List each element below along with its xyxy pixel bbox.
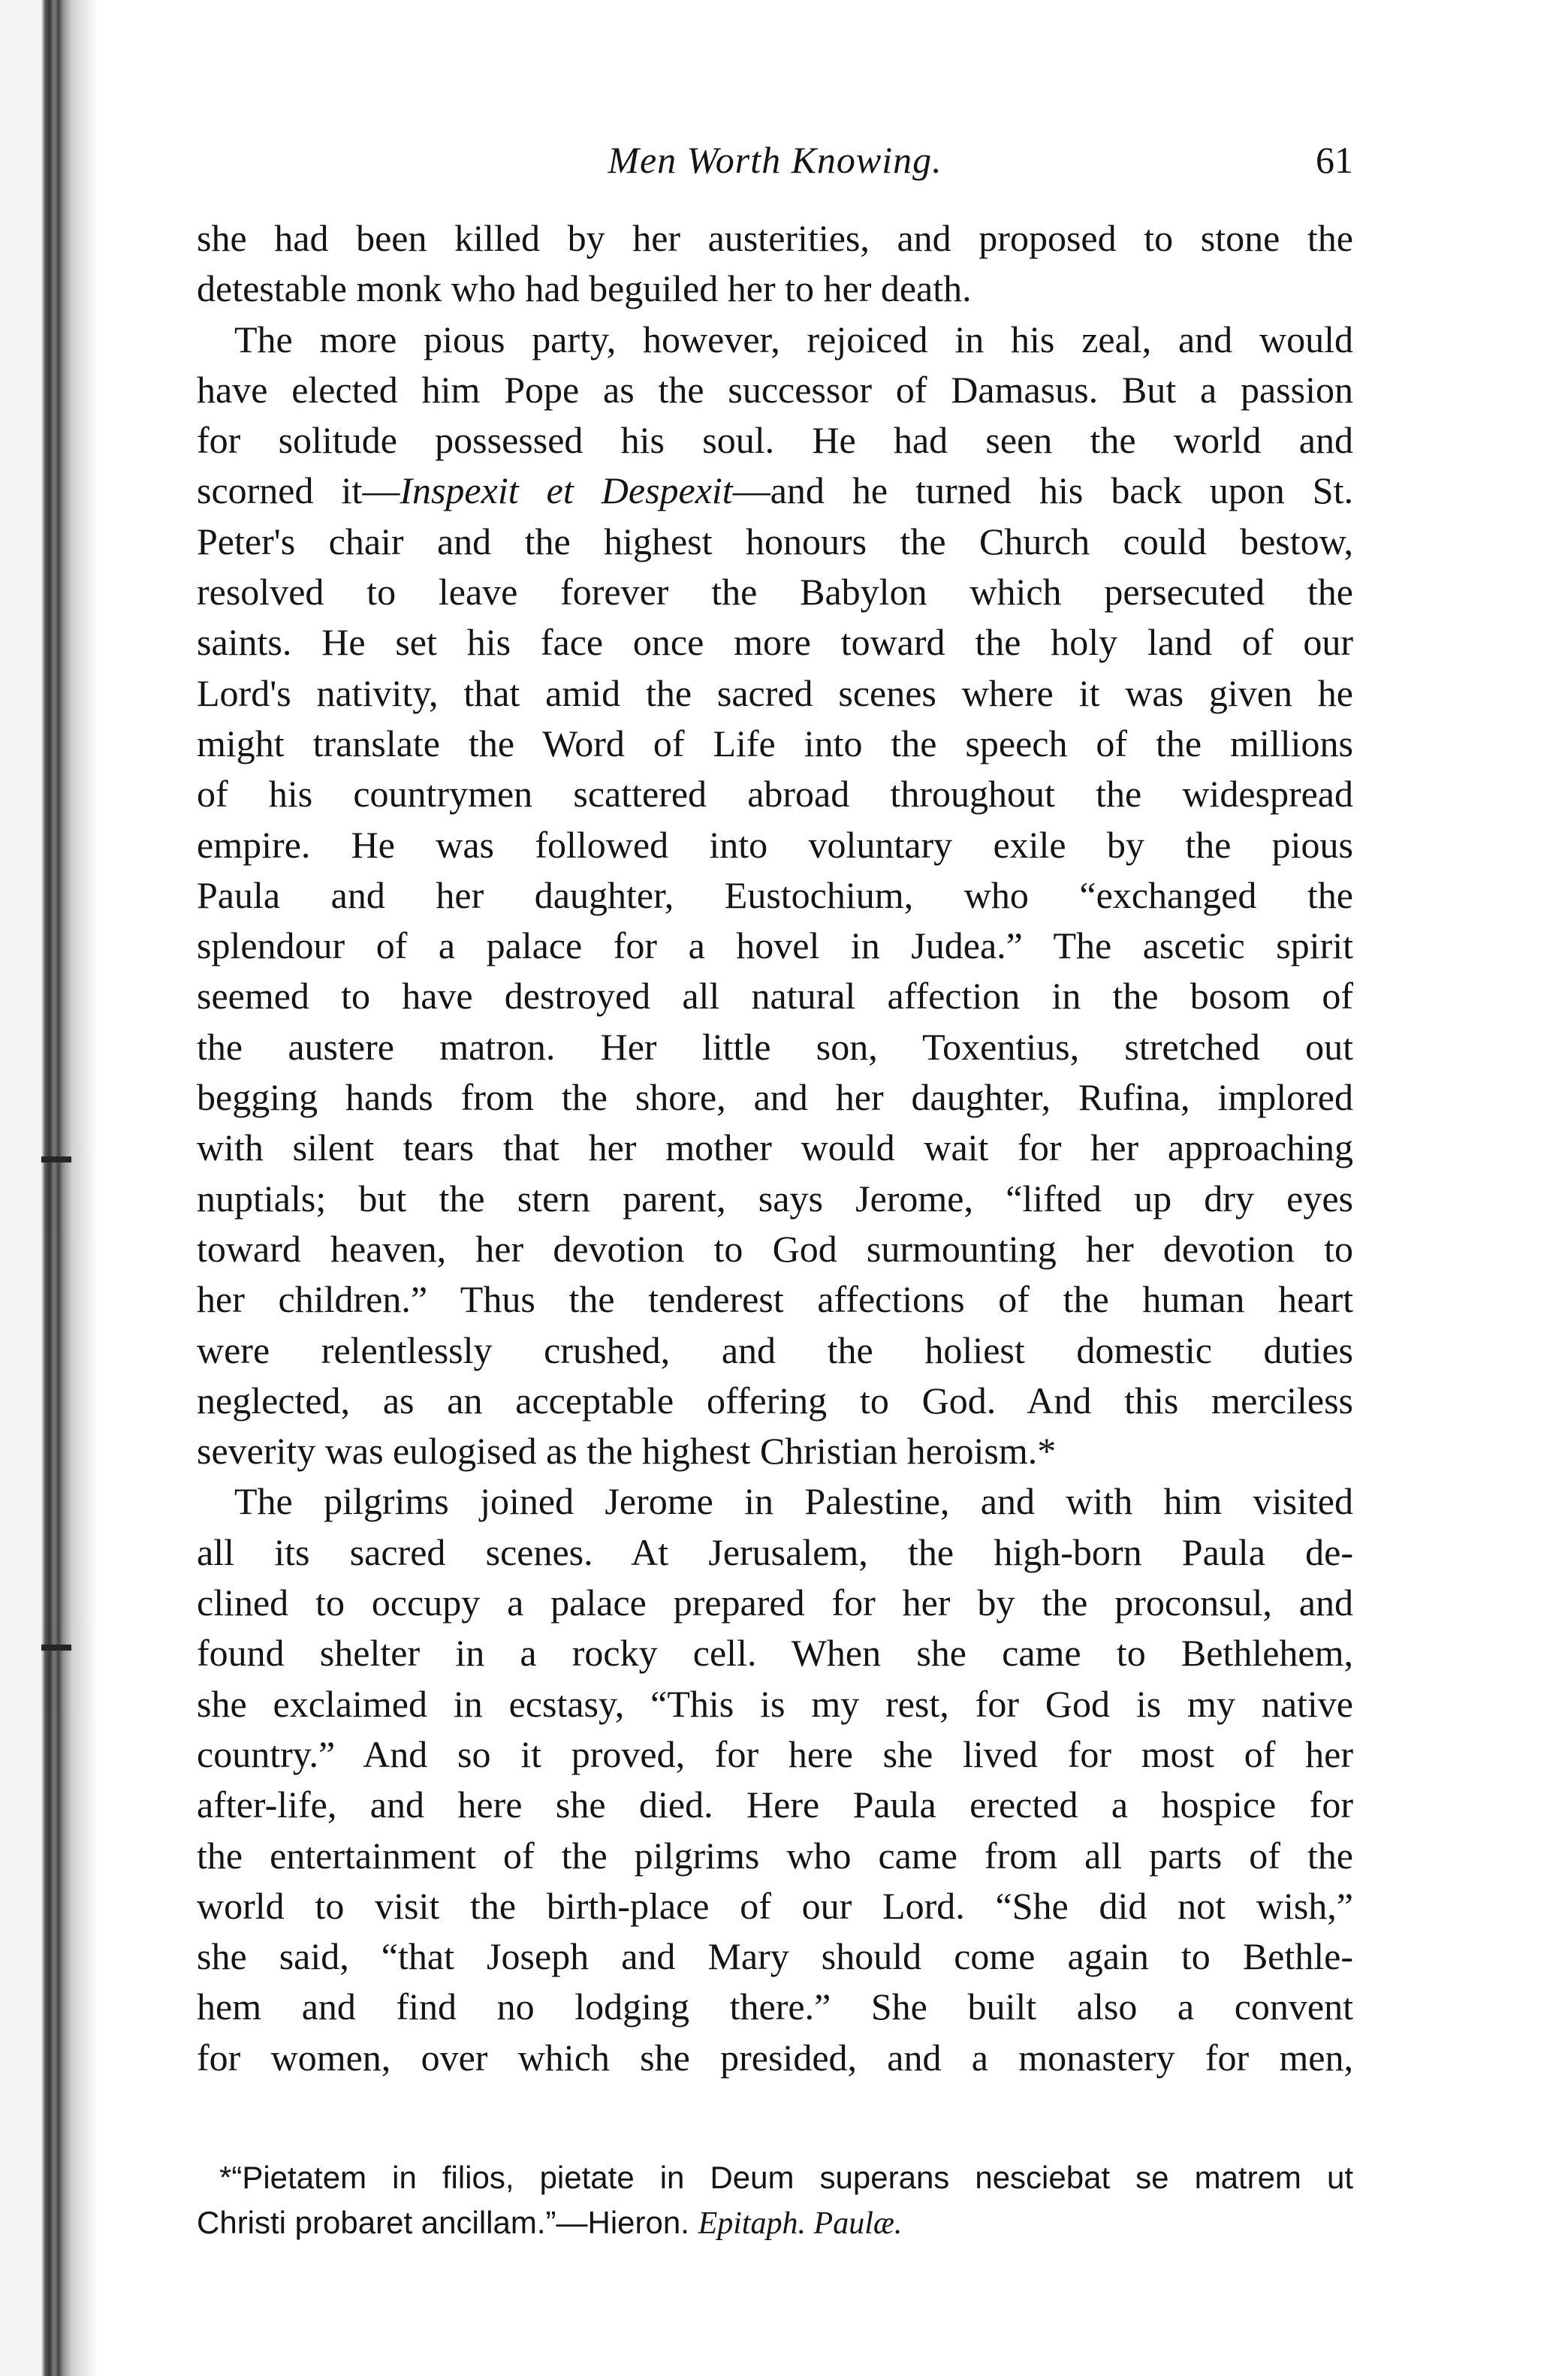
text-line: Peter's chair and the highest honours the Church could bestow, <box>197 520 1353 562</box>
text-line: after-life, and here she died. Here Paula erected a hospice for <box>197 1784 1353 1826</box>
text-line: her children.” Thus the tenderest affections of the human heart <box>197 1278 1353 1321</box>
text-line-with-italic <box>197 466 1353 516</box>
text-line: for women, over which she presided, and a monastery for men, <box>197 2036 1353 2079</box>
text-line: the austere matron. Her little son, Toxentius, stretched out <box>197 1025 1353 1068</box>
text-line: with silent tears that her mother would wait for her approaching <box>197 1126 1353 1169</box>
page-number: 61 <box>1316 139 1353 181</box>
text-line: resolved to leave forever the Babylon which persecuted the <box>197 571 1353 614</box>
text-line: The pilgrims joined Jerome in Palestine, and with him visited <box>234 1480 1353 1523</box>
text-line: splendour of a palace for a hovel in Judea.” The ascetic spirit <box>197 924 1353 967</box>
text-line: might translate the Word of Life into the speech of the millions <box>197 722 1353 764</box>
footnote-text: Christi probaret ancillam.”—Hieron. <box>197 2205 689 2240</box>
text-line: toward heaven, her devotion to God surmounting her devotion to <box>197 1227 1353 1270</box>
footnote-line <box>197 2200 1353 2245</box>
binding-shadow <box>0 0 113 2376</box>
footnote <box>197 2155 1353 2245</box>
text-line: all its sacred scenes. At Jerusalem, the high-born Paula de- <box>197 1530 1353 1573</box>
binding-mark <box>41 1645 71 1651</box>
text-line: neglected, as an acceptable offering to God. And this merciless <box>197 1379 1353 1422</box>
text-line: of his countrymen scattered abroad throughout the widespread <box>197 773 1353 816</box>
text-line: nuptials; but the stern parent, says Jerome, “lifted up dry eyes <box>197 1177 1353 1220</box>
text-line: clined to occupy a palace prepared for her by the proconsul, and <box>197 1581 1353 1624</box>
text-line: for solitude possessed his soul. He had seen the world and <box>197 419 1353 462</box>
text-line: Lord's nativity, that amid the sacred scenes where it was given he <box>197 671 1353 714</box>
text-line: country.” And so it proved, for here she lived for most of her <box>197 1732 1353 1775</box>
text-line: the entertainment of the pilgrims who came from all parts of the <box>197 1834 1353 1877</box>
text-line: she had been killed by her austerities, and proposed to stone the <box>197 217 1353 259</box>
text-line: were relentlessly crushed, and the holiest domestic duties <box>197 1328 1353 1371</box>
text-segment: scorned it— <box>197 469 400 512</box>
text-line: she said, “that Joseph and Mary should come again to Bethle- <box>197 1935 1353 1978</box>
running-title: Men Worth Knowing. <box>608 139 942 181</box>
text-line: detestable monk who had beguiled her to her death. <box>197 267 972 310</box>
text-line: hem and find no lodging there.” She built also a convent <box>197 1986 1353 2028</box>
latin-phrase: Inspexit et Despexit <box>400 469 733 512</box>
text-line: she exclaimed in ecstasy, “This is my rest, for God is my native <box>197 1682 1353 1725</box>
running-head <box>197 134 1353 186</box>
text-segment: —and he turned his back upon St. <box>732 469 1353 512</box>
text-line: found shelter in a rocky cell. When she came to Bethlehem, <box>197 1632 1353 1675</box>
binding-mark <box>41 1156 71 1162</box>
text-line: saints. He set his face once more toward the holy land of our <box>197 621 1353 664</box>
text-line: The more pious party, however, rejoiced in his zeal, and would <box>234 318 1353 360</box>
body-text <box>197 213 1353 2083</box>
text-line: empire. He was followed into voluntary exile by the pious <box>197 823 1353 866</box>
text-line: have elected him Pope as the successor of Damasus. But a passion <box>197 368 1353 411</box>
text-line: Paula and her daughter, Eustochium, who “exchanged the <box>197 873 1353 916</box>
text-line: world to visit the birth-place of our Lord. “She did not wish,” <box>197 1884 1353 1927</box>
text-line: seemed to have destroyed all natural affection in the bosom of <box>197 975 1353 1018</box>
footnote-line: *“Pietatem in filios, pietate in Deum superans nesciebat se matrem ut <box>219 2160 1353 2195</box>
text-line: begging hands from the shore, and her daughter, Rufina, implored <box>197 1076 1353 1119</box>
footnote-citation: Epitaph. Paulæ. <box>698 2206 903 2241</box>
text-line: severity was eulogised as the highest Christian heroism.* <box>197 1430 1057 1473</box>
